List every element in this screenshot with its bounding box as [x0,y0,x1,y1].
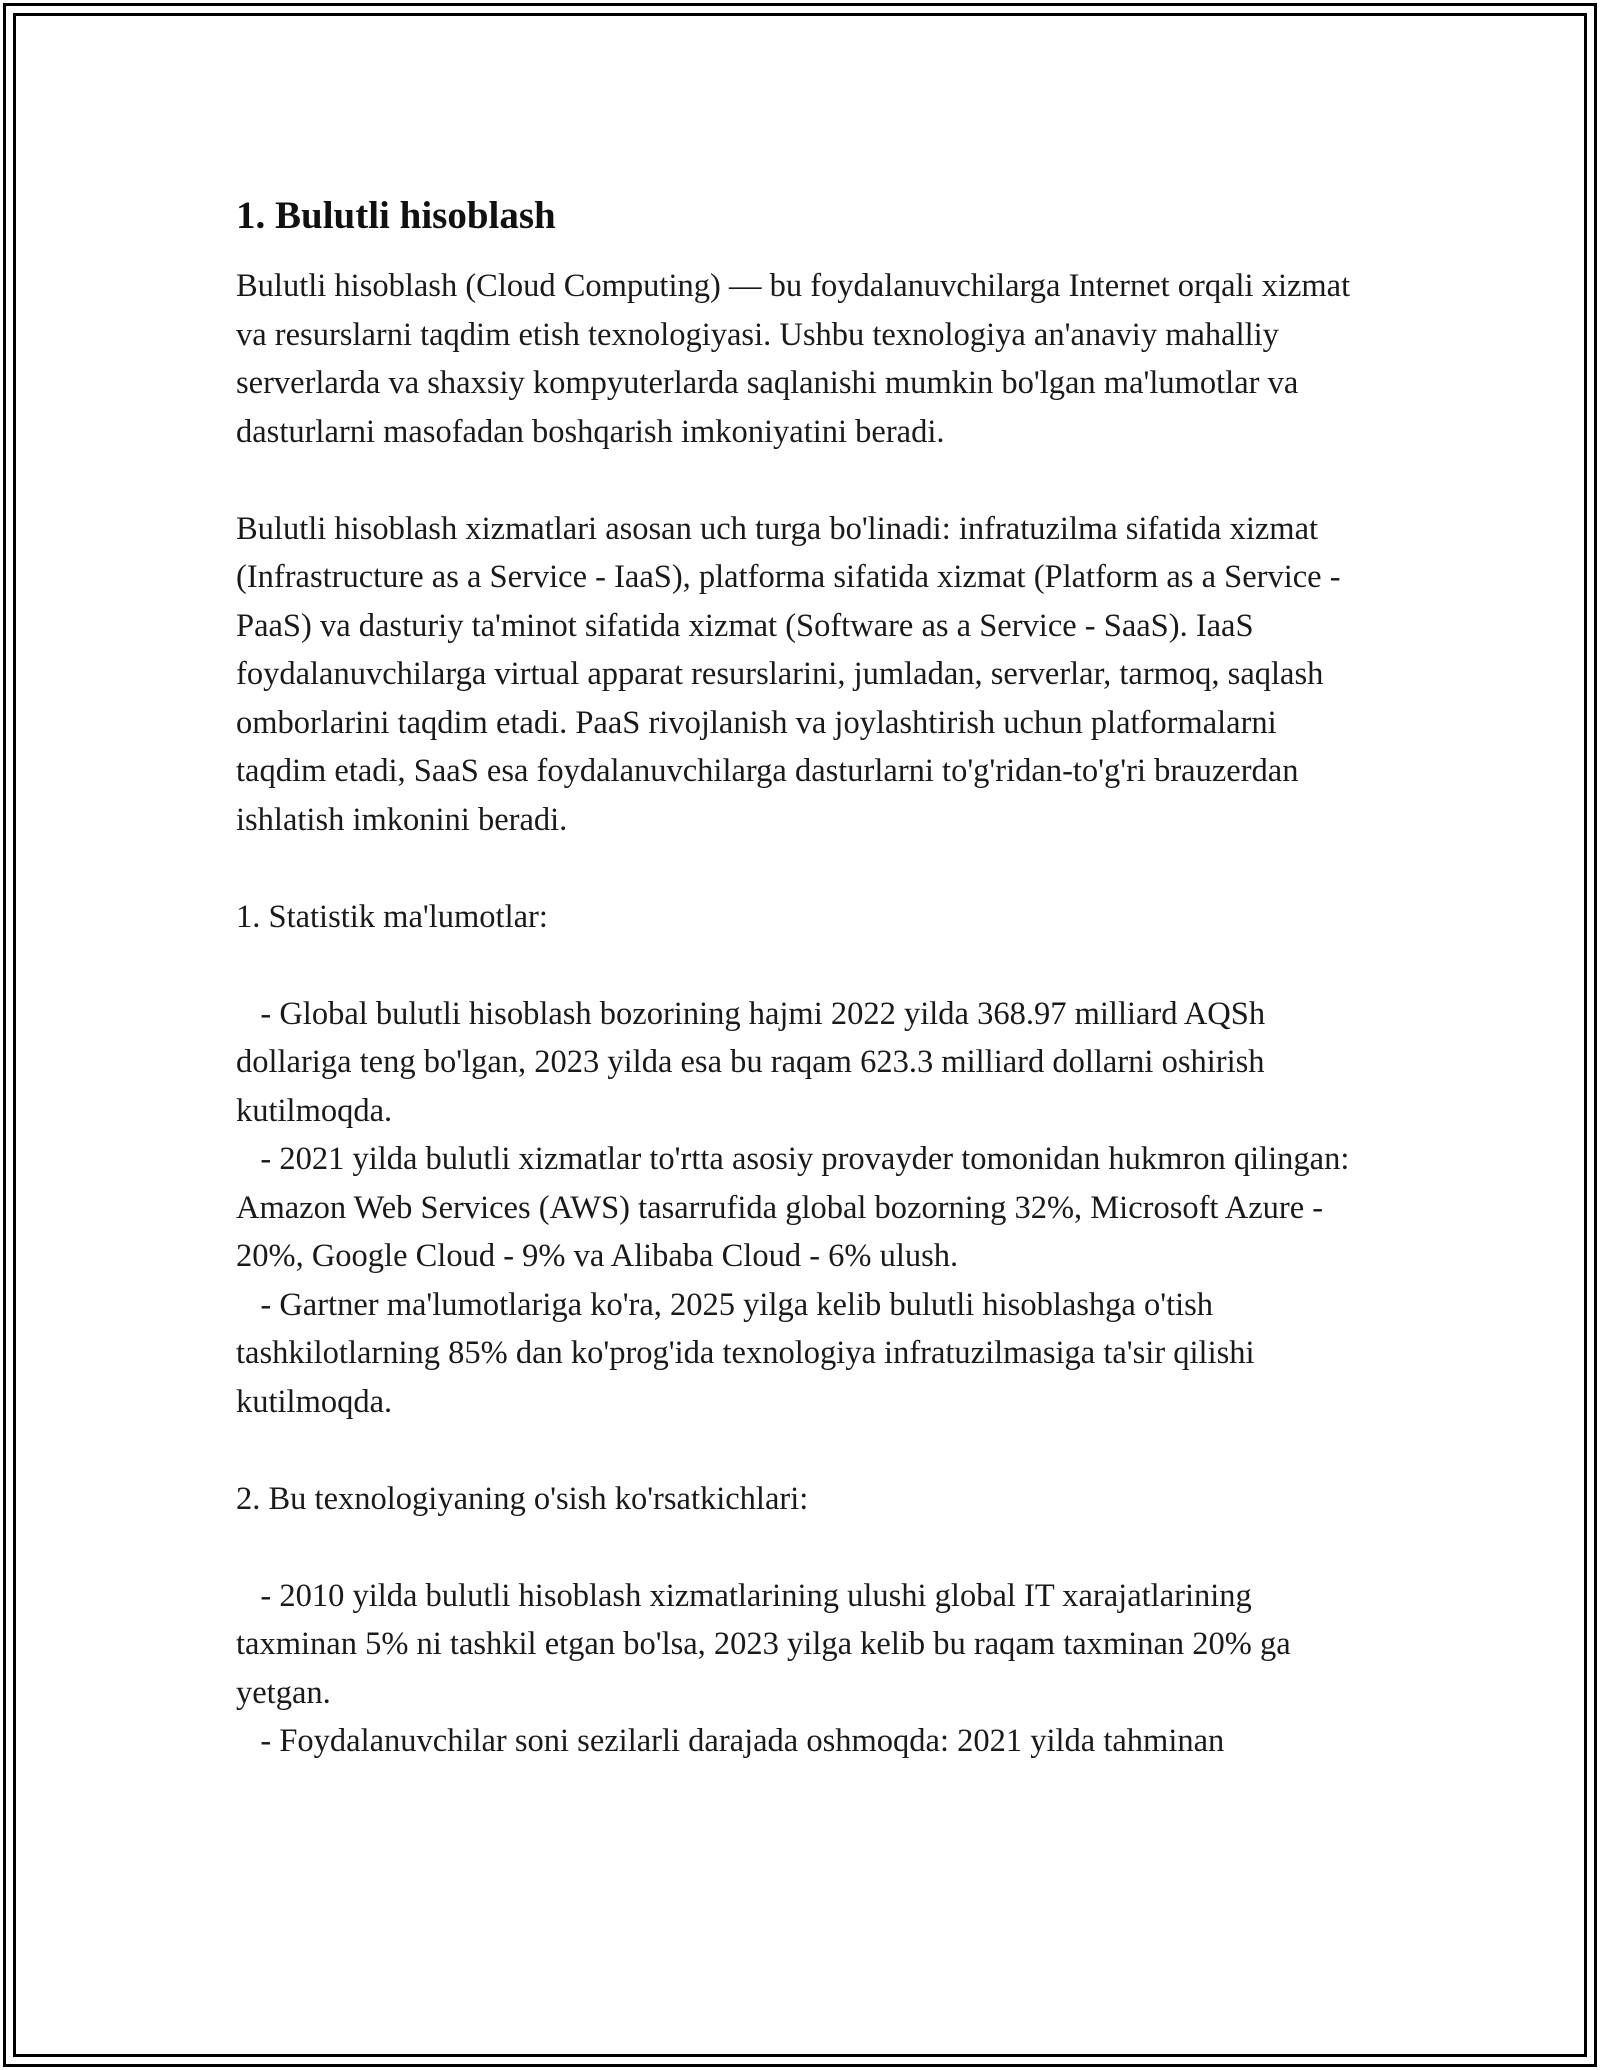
paragraph-gap [236,941,1366,990]
growth-item: - Foydalanuvchilar soni sezilarli darajada oshmoqda: 2021 yilda tahminan [236,1723,1225,1759]
section-heading: 1. Bulutli hisoblash [236,194,556,237]
growth-title: 2. Bu texnologiyaning o'sish ko'rsatkichlari: [236,1480,809,1517]
paragraph-gap [236,1523,1366,1572]
paragraph-gap [236,1426,1366,1475]
intro-paragraph: Bulutli hisoblash (Cloud Computing) — bu foydalanuvchilarga Internet orqali xizmat va resurslarni taqdim etish texnologiyasi. Ushbu texnologiya an'anaviy mahalliy serverlarda va shaxsiy kompyuterlarda saqlanishi mumkin bo'lgan ma'lumotlar va dasturlarni masofadan boshqarish imkoniyatini beradi. [236,268,1359,450]
statistics-item: - 2021 yilda bulutli xizmatlar to'rtta asosiy provayder tomonidan hukmron qilingan: Amazon Web Services (AWS) tasarrufida global bozorning 32%, Microsoft Azure - 20%, Google Cloud - 9% va Alibaba Cloud - 6% ulush. [236,1141,1356,1274]
document-body [236,180,1366,1766]
paragraph-gap [236,456,1366,505]
paragraph-gap [236,844,1366,893]
statistics-title: 1. Statistik ma'lumotlar: [236,898,548,935]
statistics-item: - Gartner ma'lumotlariga ko'ra, 2025 yilga kelib bulutli hisoblashga o'tish tashkilotlarning 85% dan ko'prog'ida texnologiya infratuzilmasiga ta'sir qilishi kutilmoqda. [236,1286,1263,1420]
statistics-item: - Global bulutli hisoblash bozorining hajmi 2022 yilda 368.97 milliard AQSh dollariga teng bo'lgan, 2023 yilda esa bu raqam 623.3 milliard dollarni oshirish kutilmoqda. [236,995,1274,1129]
growth-item: - 2010 yilda bulutli hisoblash xizmatlarining ulushi global IT xarajatlarining taxminan 5% ni tashkil etgan bo'lsa, 2023 yilga kelib bu raqam taxminan 20% ga yetgan. [236,1577,1299,1711]
service-types-paragraph: Bulutli hisoblash xizmatlari asosan uch turga bo'linadi: infratuzilma sifatida xizmat (Infrastructure as a Service - IaaS), platforma sifatida xizmat (Platform as a Service - PaaS) va dasturiy ta'minot sifatida xizmat (Software as a Service - SaaS). IaaS foydalanuvchilarga virtual apparat resurslarini, jumladan, serverlar, tarmoq, saqlash omborlarini taqdim etadi. PaaS rivojlanish va joylashtirish uchun platformalarni taqdim etadi, SaaS esa foydalanuvchilarga dasturlarni to'g'ridan-to'g'ri brauzerdan ishlatish imkonini beradi. [236,510,1349,838]
